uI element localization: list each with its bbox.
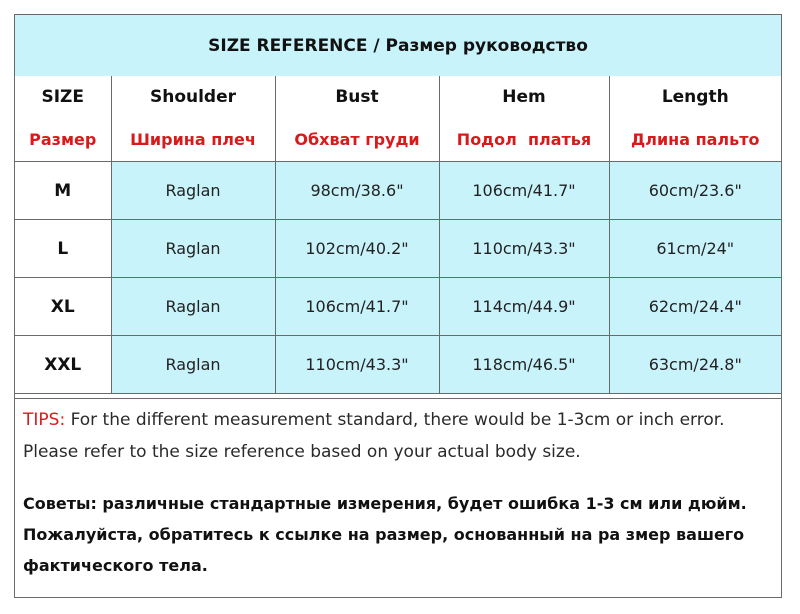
table-row bbox=[15, 336, 781, 394]
size-table bbox=[15, 76, 781, 394]
bust-cell: 98cm/38.6" bbox=[275, 162, 439, 220]
bust-cell: 106cm/41.7" bbox=[275, 278, 439, 336]
tips-note bbox=[23, 404, 775, 468]
header-bust: Bust bbox=[275, 76, 439, 117]
header-bust-ru: Обхват груди bbox=[275, 117, 439, 162]
hem-cell: 118cm/46.5" bbox=[439, 336, 609, 394]
size-chart bbox=[14, 14, 782, 598]
size-cell: L bbox=[15, 220, 111, 278]
size-cell: XXL bbox=[15, 336, 111, 394]
header-shoulder-ru: Ширина плеч bbox=[111, 117, 275, 162]
length-cell: 60cm/23.6" bbox=[609, 162, 781, 220]
hem-cell: 106cm/41.7" bbox=[439, 162, 609, 220]
header-size-ru: Размер bbox=[15, 117, 111, 162]
header-row-en bbox=[15, 76, 781, 117]
table-row bbox=[15, 220, 781, 278]
header-hem-ru: Подол платья bbox=[439, 117, 609, 162]
chart-title: SIZE REFERENCE / Размер руководство bbox=[15, 15, 781, 77]
size-cell: M bbox=[15, 162, 111, 220]
header-length-ru: Длина пальто bbox=[609, 117, 781, 162]
length-cell: 62cm/24.4" bbox=[609, 278, 781, 336]
header-length: Length bbox=[609, 76, 781, 117]
tips-text: For the different measurement standard, there would be 1-3cm or inch error. Please refer to the size reference based on your actual body size. bbox=[23, 410, 725, 462]
hem-cell: 110cm/43.3" bbox=[439, 220, 609, 278]
shoulder-cell: Raglan bbox=[111, 162, 275, 220]
header-hem: Hem bbox=[439, 76, 609, 117]
length-cell: 63cm/24.8" bbox=[609, 336, 781, 394]
shoulder-cell: Raglan bbox=[111, 278, 275, 336]
table-row bbox=[15, 162, 781, 220]
shoulder-cell: Raglan bbox=[111, 220, 275, 278]
tips-note-ru: Советы: различные стандартные измерения, будет ошибка 1-3 см или дюйм. Пожалуйста, обратитесь к ссылке на размер, основанный на ра змер вашего фактического тела. bbox=[23, 494, 747, 575]
hem-cell: 114cm/44.9" bbox=[439, 278, 609, 336]
bust-cell: 102cm/40.2" bbox=[275, 220, 439, 278]
size-cell: XL bbox=[15, 278, 111, 336]
tips-label: TIPS: bbox=[23, 410, 66, 430]
table-row bbox=[15, 278, 781, 336]
header-shoulder: Shoulder bbox=[111, 76, 275, 117]
header-row-ru bbox=[15, 117, 781, 162]
header-size: SIZE bbox=[15, 76, 111, 117]
bust-cell: 110cm/43.3" bbox=[275, 336, 439, 394]
shoulder-cell: Raglan bbox=[111, 336, 275, 394]
length-cell: 61cm/24" bbox=[609, 220, 781, 278]
notes-section bbox=[15, 398, 781, 597]
